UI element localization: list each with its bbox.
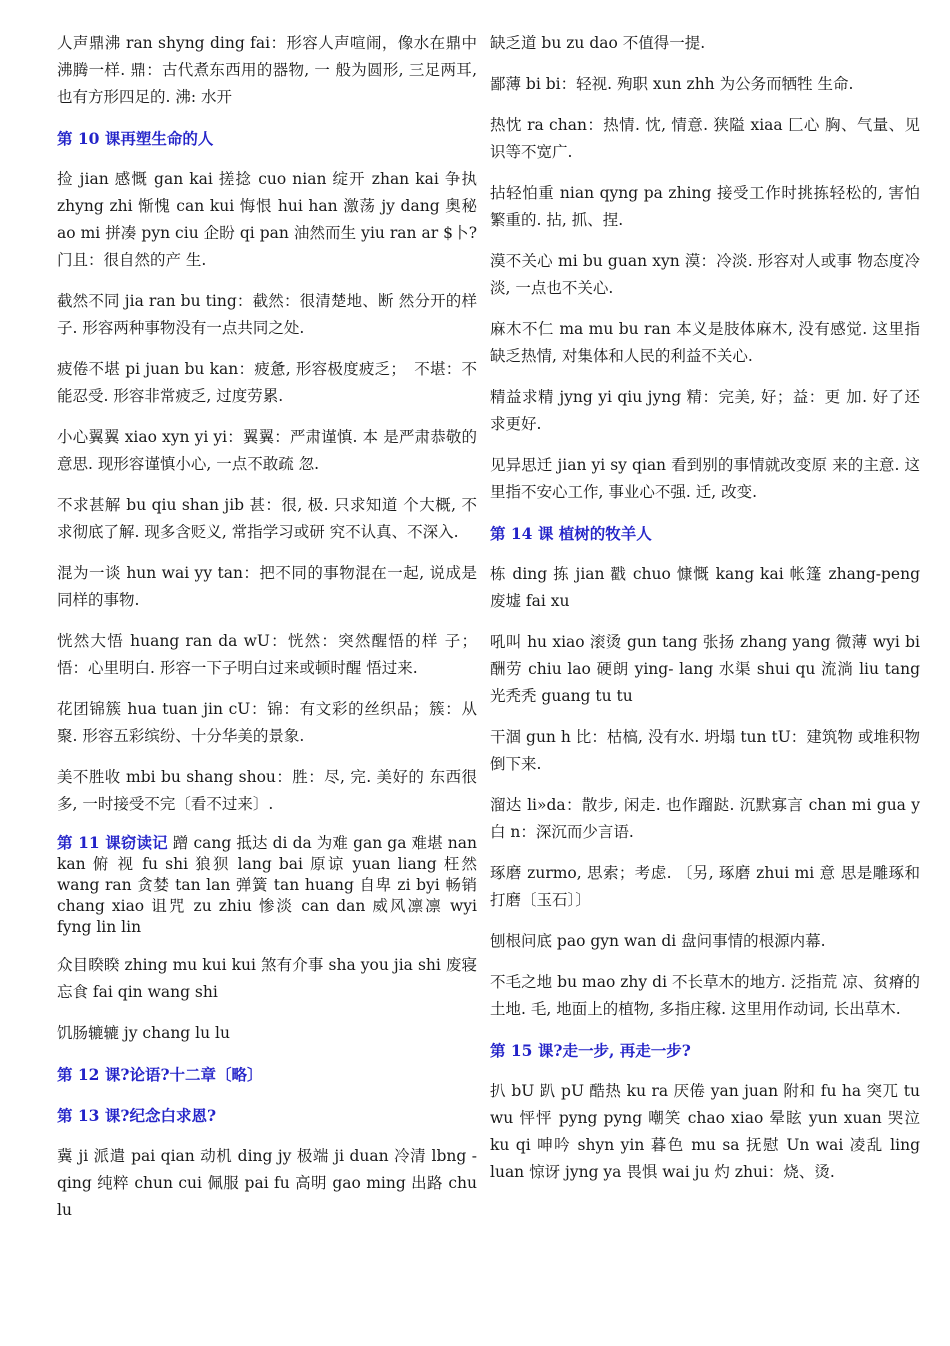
vocab-entry: 疲倦不堪 pi juan bu kan：疲惫, 形容极度疲乏； 不堪：不能忍受. 形容非常疲乏, 过度劳累.	[57, 360, 477, 405]
vocab-entry: 栋 ding 拣 jian 戳 chuo 慷慨 kang kai 帐篷 zhang-peng 废墟 fai xu	[490, 565, 920, 610]
vocab-entry: 蹭 cang 抵达 di da 为难 gan ga 难堪 nan kan 俯 视 fu shi 狼狈 lang bai 原谅 yuan liang 枉然 wang ran 贪婪 tan lan 弹簧 tan huang 自卑 zi byi 畅销 chang xiao 诅咒 zu zhiu 惨淡 can dan 威风凛凛 wyi fyng lin lin	[57, 834, 477, 936]
vocab-entry: 鄙薄 bi bi：轻视. 殉职 xun zhh 为公务而牺牲 生命.	[490, 75, 854, 93]
vocab-entry: 溜达 li»da：散步, 闲走. 也作蹓跶. 沉默寡言 chan mi gua y 白 n：深沉而少言语.	[490, 796, 920, 841]
lesson-heading: 第 11 课窃读记	[57, 833, 168, 852]
right-column	[490, 30, 920, 1200]
vocab-entry: 缺乏道 bu zu dao 不值得一提.	[490, 34, 706, 52]
vocab-entry: 恍然大悟 huang ran da wU：恍然：突然醒悟的样 子；悟：心里明白. 形容一下子明白过来或顿时醒 悟过来.	[57, 632, 477, 677]
vocab-entry: 热忱 ra chan：热情. 忱, 情意. 狭隘 xiaa 匚心 胸、气量、见识等不宽广.	[490, 116, 920, 161]
vocab-entry: 混为一谈 hun wai yy tan：把不同的事物混在一起, 说成是同样的事物.	[57, 564, 477, 609]
lesson-heading: 第 10 课再塑生命的人	[57, 129, 214, 148]
vocab-entry: 众目睽睽 zhing mu kui kui 煞有介事 sha you jia shi 废寝忘食 fai qin wang shi	[57, 956, 477, 1001]
vocab-entry: 见异思迁 jian yi sy qian 看到别的事情就改变原 来的主意. 这里指不安心工作, 事业心不强. 迁, 改变.	[490, 456, 920, 501]
vocab-entry: 漠不关心 mi bu guan xyn 漠：冷淡. 形容对人或事 物态度冷淡, 一点也不关心.	[490, 252, 920, 297]
vocab-entry: 刨根问底 pao gyn wan di 盘问事情的根源内幕.	[490, 932, 826, 950]
vocab-entry: 小心翼翼 xiao xyn yi yi：翼翼：严肃谨慎. 本 是严肃恭敬的意思. 现形容谨慎小心, 一点不敢疏 忽.	[57, 428, 477, 473]
lesson-heading: 第 14 课 植树的牧羊人	[490, 524, 652, 543]
vocab-entry: 花团锦簇 hua tuan jin cU：锦：有文彩的丝织品；簇：从聚. 形容五彩缤纷、十分华美的景象.	[57, 700, 477, 745]
vocab-entry: 干涸 gun h 比：枯槁, 没有水. 坍塌 tun tU：建筑物 或堆积物倒下来.	[490, 728, 920, 773]
vocab-entry: 麻木不仁 ma mu bu ran 本义是肢体麻木, 没有感觉. 这里指缺乏热情, 对集体和人民的利益不关心.	[490, 320, 920, 365]
lesson-heading: 第 12 课?论语?十二章〔略〕	[57, 1065, 263, 1084]
left-column	[57, 30, 477, 1238]
vocab-entry: 不毛之地 bu mao zhy di 不长草木的地方. 泛指荒 凉、贫瘠的土地. 毛, 地面上的植物, 多指庄稼. 这里用作动词, 长出草木.	[490, 973, 920, 1018]
vocab-entry: 扒 bU 趴 pU 酷热 ku ra 厌倦 yan juan 附和 fu ha 突兀 tu wu 怦怦 pyng pyng 嘲笑 chao xiao 晕眩 yun xuan 哭泣 ku qi 呻吟 shyn yin 暮色 mu sa 抚慰 Un wai 凌乱 ling luan 惊讶 jyng ya 畏惧 wai ju 灼 zhui：烧、烫.	[490, 1082, 920, 1181]
lesson-11-block	[57, 832, 477, 938]
vocab-entry: 捡 jian 感慨 gan kai 搓捻 cuo nian 绽开 zhan kai 争执 zhyng zhi 惭愧 can kui 悔恨 hui han 激荡 jy dang 奥秘 ao mi 拼凑 pyn ciu 企盼 qi pan 油然而生 yiu ran ar $卜?门且：很自然的产 生.	[57, 170, 477, 269]
vocab-entry: 拈轻怕重 nian qyng pa zhing 接受工作时挑拣轻松的, 害怕繁重的. 拈, 抓、捏.	[490, 184, 920, 229]
vocab-entry: 冀 ji 派遣 pai qian 动机 ding jy 极端 ji duan 冷清 lbng -qing 纯粹 chun cui 佩服 pai fu 高明 gao ming 出路 chu lu	[57, 1147, 477, 1219]
lesson-heading: 第 13 课?纪念白求恩?	[57, 1106, 217, 1125]
vocab-entry: 美不胜收 mbi bu shang shou：胜：尽, 完. 美好的 东西很多, 一时接受不完〔看不过来〕.	[57, 768, 477, 813]
vocab-entry: 人声鼎沸 ran shyng ding fai：形容人声喧闹，像水在鼎中沸腾一样. 鼎：古代煮东西用的器物, 一 般为圆形, 三足两耳, 也有方形四足的. 沸: 水开	[57, 34, 477, 106]
vocab-entry: 不求甚解 bu qiu shan jib 甚：很, 极. 只求知道 个大概, 不求彻底了解. 现多含贬义, 常指学习或研 究不认真、不深入.	[57, 496, 477, 541]
vocab-entry: 截然不同 jia ran bu ting：截然：很清楚地、断 然分开的样子. 形容两种事物没有一点共同之处.	[57, 292, 477, 337]
vocab-entry: 精益求精 jyng yi qiu jyng 精：完美, 好；益：更 加. 好了还求更好.	[490, 388, 920, 433]
vocab-entry: 吼叫 hu xiao 滚烫 gun tang 张扬 zhang yang 微薄 wyi bi 酬劳 chiu lao 硬朗 ying- lang 水渠 shui qu 流淌 liu tang 光秃秃 guang tu tu	[490, 633, 920, 705]
vocab-entry: 饥肠辘辘 jy chang lu lu	[57, 1024, 230, 1042]
lesson-heading: 第 15 课?走一步, 再走一步?	[490, 1041, 691, 1060]
vocab-entry: 琢磨 zurmo, 思索；考虑. 〔另, 琢磨 zhui mi 意 思是雕琢和打磨〔玉石〕〕	[490, 864, 920, 909]
